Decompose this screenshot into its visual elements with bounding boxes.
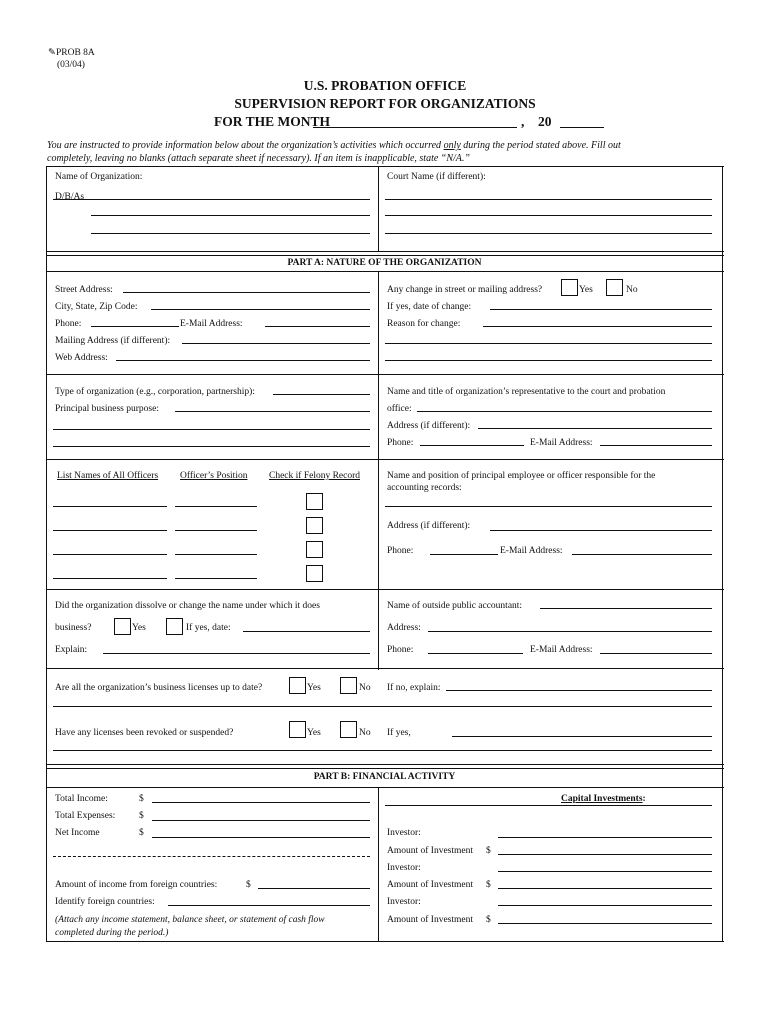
officer-position-field[interactable] (175, 506, 257, 507)
licenses-yes-label: Yes (307, 683, 321, 693)
investor-field[interactable] (498, 905, 712, 906)
capital-field[interactable] (385, 805, 712, 806)
form-id: ✎PROB 8A (48, 48, 95, 58)
dissolve-date-label: If yes, date: (186, 623, 231, 633)
if-no-explain-field[interactable] (446, 690, 712, 691)
title-office: U.S. PROBATION OFFICE (303, 78, 467, 93)
org-name-label: Name of Organization: (55, 172, 143, 182)
explain-label: Explain: (55, 645, 88, 655)
court-name-field[interactable] (385, 233, 712, 234)
acct-email-field[interactable] (572, 554, 712, 555)
investment-amount-field[interactable] (498, 923, 712, 924)
dollar-sign: $ (486, 915, 491, 925)
rule (46, 787, 724, 788)
accountant-label: Name of outside public accountant: (387, 601, 523, 611)
rep-label-2: office: (387, 404, 412, 414)
rule (46, 668, 724, 669)
explain-field[interactable] (103, 653, 370, 654)
rule (46, 768, 724, 769)
officer-position-field[interactable] (175, 530, 257, 531)
street-label: Street Address: (55, 285, 113, 295)
purpose-field[interactable] (175, 411, 370, 412)
dba-field[interactable] (91, 233, 370, 234)
frame-left (46, 166, 47, 942)
felony-checkbox[interactable] (306, 541, 323, 558)
investor-field[interactable] (498, 837, 712, 838)
city-label: City, State, Zip Code: (55, 302, 138, 312)
investment-amount-field[interactable] (498, 888, 712, 889)
org-type-label: Type of organization (e.g., corporation, partnership): (55, 387, 255, 397)
dollar-sign: $ (139, 794, 144, 804)
email-label: E-Mail Address: (180, 319, 243, 329)
attach-note-1: (Attach any income statement, balance sheet, or statement of cash flow (55, 915, 325, 925)
investor-field[interactable] (498, 871, 712, 872)
frame-top (46, 166, 724, 167)
court-name-field[interactable] (385, 199, 712, 200)
frame-bottom (46, 941, 724, 942)
capital-investments-title: Capital Investments: (561, 794, 646, 804)
officer-name-field[interactable] (53, 530, 167, 531)
officer-position-field[interactable] (175, 578, 257, 579)
rep-address-field[interactable] (478, 428, 712, 429)
revoked-no-label: No (359, 728, 371, 738)
net-income-label: Net Income (55, 828, 100, 838)
year-prefix: 20 (538, 114, 552, 129)
felony-header: Check if Felony Record (269, 471, 361, 481)
rep-label-1: Name and title of organization’s representative to the court and probation (387, 387, 666, 397)
purpose-field[interactable] (53, 429, 370, 430)
dissolve-no-checkbox[interactable] (166, 618, 183, 635)
court-name-label: Court Name (if different): (387, 172, 486, 182)
investor-label: Investor: (387, 897, 421, 907)
month-field[interactable] (313, 127, 517, 128)
part-a-title: PART A: NATURE OF THE ORGANIZATION (287, 258, 482, 268)
change-reason-field[interactable] (483, 326, 712, 327)
mailing-label: Mailing Address (if different): (55, 336, 171, 346)
felony-checkbox[interactable] (306, 493, 323, 510)
rule (46, 374, 724, 375)
change-reason-field[interactable] (385, 360, 712, 361)
purpose-field[interactable] (53, 446, 370, 447)
dollar-sign: $ (486, 846, 491, 856)
identify-foreign-field[interactable] (168, 905, 370, 906)
acct-address-label: Address (if different): (387, 521, 471, 531)
dba-field[interactable] (91, 215, 370, 216)
court-name-field[interactable] (385, 215, 712, 216)
rule (46, 764, 724, 765)
accountant-address-label: Address: (387, 623, 421, 633)
change-reason-label: Reason for change: (387, 319, 461, 329)
investment-amount-label: Amount of Investment (387, 846, 474, 856)
change-no-checkbox[interactable] (606, 279, 623, 296)
acct-phone-label: Phone: (387, 546, 414, 556)
dollar-sign: $ (139, 828, 144, 838)
officer-position-field[interactable] (175, 554, 257, 555)
acct-address-field[interactable] (490, 530, 712, 531)
frame-right (722, 166, 723, 942)
change-label: Any change in street or mailing address? (387, 285, 543, 295)
officers-header: List Names of All Officers (57, 471, 159, 481)
part-b-title: PART B: FINANCIAL ACTIVITY (313, 772, 456, 782)
total-income-label: Total Income: (55, 794, 108, 804)
dbas-label: D/B/As (55, 192, 85, 202)
accountant-phone-field[interactable] (428, 653, 523, 654)
accountant-email-label: E-Mail Address: (530, 645, 593, 655)
licenses-yes-checkbox[interactable] (289, 677, 306, 694)
change-no-label: No (626, 285, 638, 295)
licenses-explain-field[interactable] (53, 706, 712, 707)
investor-label: Investor: (387, 828, 421, 838)
dissolve-yes-label: Yes (132, 623, 146, 633)
officer-name-field[interactable] (53, 506, 167, 507)
org-type-field[interactable] (273, 394, 370, 395)
instructions-line2: completely, leaving no blanks (attach separate sheet if necessary). If an item is inapplicable, state “N/A.” (47, 153, 470, 164)
mailing-field[interactable] (182, 343, 370, 344)
net-income-field[interactable] (152, 837, 370, 838)
investor-label: Investor: (387, 863, 421, 873)
investment-amount-field[interactable] (498, 854, 712, 855)
email-field[interactable] (265, 326, 370, 327)
divider (378, 166, 379, 252)
rule (46, 459, 724, 460)
revoked-yes-label: Yes (307, 728, 321, 738)
comma: , (521, 114, 525, 129)
acct-phone-field[interactable] (430, 554, 498, 555)
accountant-phone-label: Phone: (387, 645, 414, 655)
acct-field[interactable] (385, 506, 712, 507)
title-report: SUPERVISION REPORT FOR ORGANIZATIONS (234, 96, 536, 111)
phone-field[interactable] (91, 326, 179, 327)
revoked-explain-field[interactable] (53, 750, 712, 751)
licenses-no-checkbox[interactable] (340, 677, 357, 694)
rule (46, 251, 724, 252)
accountant-field[interactable] (540, 608, 712, 609)
revoked-label: Have any licenses been revoked or suspended? (55, 728, 234, 738)
dissolve-yes-checkbox[interactable] (114, 618, 131, 635)
if-yes-field[interactable] (452, 736, 712, 737)
org-name-field[interactable] (53, 199, 370, 200)
investment-amount-label: Amount of Investment (387, 880, 474, 890)
change-reason-field[interactable] (385, 343, 712, 344)
form-date: (03/04) (57, 60, 85, 70)
revoked-no-checkbox[interactable] (340, 721, 357, 738)
web-label: Web Address: (55, 353, 108, 363)
phone-label: Phone: (55, 319, 82, 329)
rep-email-field[interactable] (600, 445, 712, 446)
rep-email-label: E-Mail Address: (530, 438, 593, 448)
rule (46, 271, 724, 272)
change-yes-label: Yes (579, 285, 593, 295)
total-expenses-label: Total Expenses: (55, 811, 116, 821)
dashed-separator (53, 856, 370, 857)
position-header: Officer’s Position (180, 471, 248, 481)
title-month-label: FOR THE MONTH (214, 114, 331, 129)
officer-name-field[interactable] (53, 578, 167, 579)
dollar-sign: $ (139, 811, 144, 821)
licenses-label: Are all the organization’s business licenses up to date? (55, 683, 263, 693)
investment-amount-label: Amount of Investment (387, 915, 474, 925)
felony-checkbox[interactable] (306, 517, 323, 534)
dissolve-label-2: business? (55, 623, 92, 633)
change-date-label: If yes, date of change: (387, 302, 472, 312)
if-no-explain-label: If no, explain: (387, 683, 441, 693)
total-income-field[interactable] (152, 802, 370, 803)
foreign-income-label: Amount of income from foreign countries: (55, 880, 218, 890)
accountant-address-field[interactable] (428, 631, 712, 632)
city-field[interactable] (151, 309, 370, 310)
officer-name-field[interactable] (53, 554, 167, 555)
dollar-sign: $ (486, 880, 491, 890)
accountant-email-field[interactable] (600, 653, 712, 654)
rule (46, 589, 724, 590)
attach-note-2: completed during the period.) (55, 928, 169, 938)
rep-address-label: Address (if different): (387, 421, 471, 431)
divider (378, 272, 379, 670)
identify-foreign-label: Identify foreign countries: (55, 897, 155, 907)
change-yes-checkbox[interactable] (561, 279, 578, 296)
divider (378, 788, 379, 941)
acct-email-label: E-Mail Address: (500, 546, 563, 556)
year-field[interactable] (560, 127, 604, 128)
rule (46, 255, 724, 256)
street-field[interactable] (123, 292, 370, 293)
felony-checkbox[interactable] (306, 565, 323, 582)
rep-phone-label: Phone: (387, 438, 414, 448)
if-yes-label: If yes, (387, 728, 411, 738)
rep-phone-field[interactable] (420, 445, 524, 446)
foreign-income-field[interactable] (258, 888, 370, 889)
dollar-sign: $ (246, 880, 251, 890)
dissolve-date-field[interactable] (243, 631, 370, 632)
total-expenses-field[interactable] (152, 820, 370, 821)
revoked-yes-checkbox[interactable] (289, 721, 306, 738)
acct-label-1: Name and position of principal employee or officer responsible for the (387, 471, 656, 481)
change-date-field[interactable] (490, 309, 712, 310)
acct-label-2: accounting records: (387, 483, 462, 493)
rep-field[interactable] (417, 411, 712, 412)
dissolve-label-1: Did the organization dissolve or change the name under which it does (55, 601, 320, 611)
purpose-label: Principal business purpose: (55, 404, 159, 414)
web-field[interactable] (116, 360, 370, 361)
instructions-line1: You are instructed to provide information below about the organization’s activities which occurred only during the period stated above. Fill out (47, 140, 621, 151)
licenses-no-label: No (359, 683, 371, 693)
